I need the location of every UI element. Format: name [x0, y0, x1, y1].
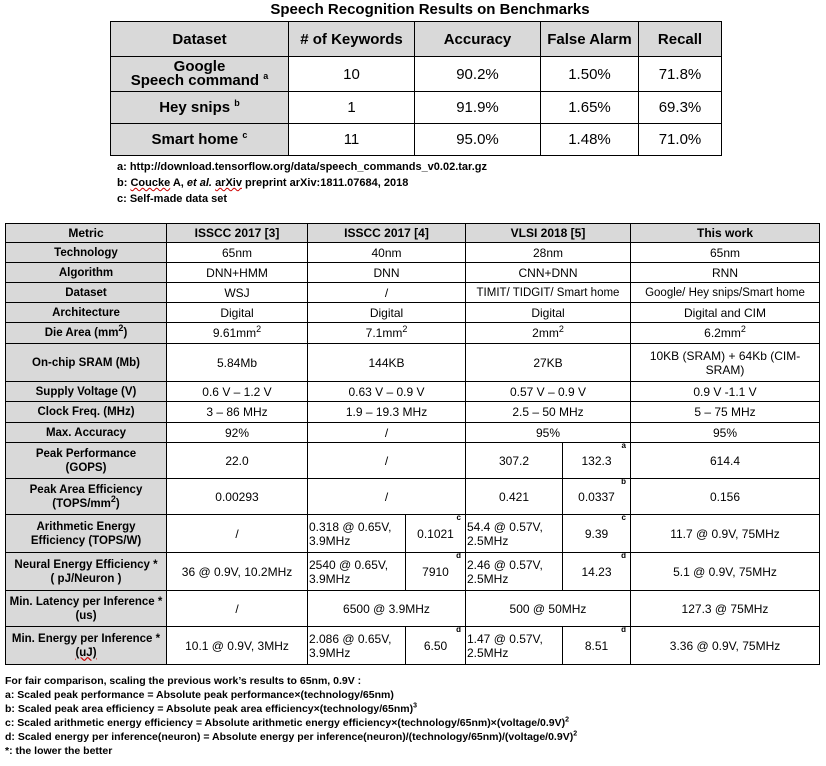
cell: WSJ — [167, 283, 308, 303]
cell: TIMIT/ TIDGIT/ Smart home — [466, 283, 631, 303]
table-row — [6, 402, 820, 423]
footnote-star: *: the lower the better — [5, 745, 113, 757]
cell-scaled: 14.23 d — [563, 553, 631, 591]
table-row — [6, 344, 820, 382]
metric-algorithm: Algorithm — [6, 263, 167, 283]
cell: Digital — [466, 303, 631, 323]
cell: DNN+HMM — [167, 263, 308, 283]
cell: 3.36 @ 0.9V, 75MHz — [631, 627, 820, 665]
cell: 40nm — [308, 243, 466, 263]
cell: 1.47 @ 0.57V, 2.5MHz — [466, 627, 563, 665]
cell-recall: 71.8% — [639, 57, 722, 92]
cell: $2mm^2$ — [466, 323, 631, 344]
metric-area-efficiency: Peak Area Efficiency $(TOPS/mm^2)$ — [6, 479, 167, 515]
cell: $9.61mm^2$ — [167, 323, 308, 344]
metric-dataset: Dataset — [6, 283, 167, 303]
table-row — [6, 443, 820, 479]
cell: / — [308, 443, 466, 479]
metric-sram: On-chip SRAM (Mb) — [6, 344, 167, 382]
metric-energy: Min. Energy per Inference * (uJ) — [6, 627, 167, 665]
table2-header-row — [6, 224, 820, 243]
note-a: a: http://download.tensorflow.org/data/speech_commands_v0.02.tar.gz — [117, 161, 487, 173]
cell: 144KB — [308, 344, 466, 382]
metric-latency: Min. Latency per Inference * (us) — [6, 591, 167, 627]
header-isscc-3: ISSCC 2017 [3] — [167, 224, 308, 243]
table-row — [111, 57, 722, 92]
cell: 36 @ 0.9V, 10.2MHz — [167, 553, 308, 591]
cell: DNN — [308, 263, 466, 283]
cell: 614.4 — [631, 443, 820, 479]
table-row — [6, 263, 820, 283]
table-row — [6, 423, 820, 443]
dataset-google: Google Speech command $^a$ — [111, 57, 289, 92]
header-metric: Metric — [6, 224, 167, 243]
table-row — [6, 382, 820, 402]
metric-technology: Technology — [6, 243, 167, 263]
cell: $7.1mm^2$ — [308, 323, 466, 344]
cell: 2540 @ 0.65V, 3.9MHz — [308, 553, 406, 591]
cell: Digital — [167, 303, 308, 323]
header-this-work: This work — [631, 224, 820, 243]
cell: / — [308, 283, 466, 303]
cell-scaled: 6.50 d — [406, 627, 466, 665]
header-accuracy: Accuracy — [415, 22, 541, 57]
dataset-smart-home: Smart home $^c$ — [111, 124, 289, 156]
cell-scaled: 9.39 c — [563, 515, 631, 553]
table1-title: Speech Recognition Results on Benchmarks — [270, 1, 590, 18]
cell-recall: 69.3% — [639, 92, 722, 124]
footnote-b: b: Scaled peak area efficiency = Absolute peak area efficiency×(technology/65nm)$^3$ — [5, 702, 418, 715]
cell: 127.3 @ 75MHz — [631, 591, 820, 627]
cell: / — [308, 423, 466, 443]
cell: 95% — [631, 423, 820, 443]
header-isscc-4: ISSCC 2017 [4] — [308, 224, 466, 243]
cell: 0.57 V – 0.9 V — [466, 382, 631, 402]
cell: 1.9 – 19.3 MHz — [308, 402, 466, 423]
cell: 0.63 V – 0.9 V — [308, 382, 466, 402]
footnote-d: d: Scaled energy per inference(neuron) = Absolute energy per inference(neuron)/(technology/65nm)/(voltage/0.9V)$^2$ — [5, 730, 578, 743]
cell: 307.2 — [466, 443, 563, 479]
cell: 0.318 @ 0.65V, 3.9MHz — [308, 515, 406, 553]
cell: 6500 @ 3.9MHz — [308, 591, 466, 627]
cell: / — [308, 479, 466, 515]
table1-header-row — [111, 22, 722, 57]
cell: 2.086 @ 0.65V, 3.9MHz — [308, 627, 406, 665]
cell: Google/ Hey snips/Smart home — [631, 283, 820, 303]
cell: 10KB (SRAM) + 64Kb (CIM-SRAM) — [631, 344, 820, 382]
cell-accuracy: 90.2% — [415, 57, 541, 92]
table-row — [6, 243, 820, 263]
cell: Digital and CIM — [631, 303, 820, 323]
header-recall: Recall — [639, 22, 722, 57]
table-row — [111, 92, 722, 124]
cell: 0.9 V -1.1 V — [631, 382, 820, 402]
cell-keywords: 1 — [289, 92, 415, 124]
cell: 22.0 — [167, 443, 308, 479]
cell: $6.2mm^2$ — [631, 323, 820, 344]
cell: 500 @ 50MHz — [466, 591, 631, 627]
cell: Digital — [308, 303, 466, 323]
cell: 10.1 @ 0.9V, 3MHz — [167, 627, 308, 665]
note-c: c: Self-made data set — [117, 193, 228, 205]
header-keywords: # of Keywords — [289, 22, 415, 57]
metric-arithmetic-efficiency: Arithmetic Energy Efficiency (TOPS/W) — [6, 515, 167, 553]
cell-false-alarm: 1.48% — [541, 124, 639, 156]
benchmark-results-table — [110, 21, 722, 156]
cell-scaled: 0.1021 c — [406, 515, 466, 553]
cell-keywords: 10 — [289, 57, 415, 92]
dataset-hey-snips: Hey snips $^b$ — [111, 92, 289, 124]
metric-die-area: Die Area $(mm^2)$ — [6, 323, 167, 344]
table-row — [111, 124, 722, 156]
cell-keywords: 11 — [289, 124, 415, 156]
metric-architecture: Architecture — [6, 303, 167, 323]
table-row — [6, 303, 820, 323]
cell: 11.7 @ 0.9V, 75MHz — [631, 515, 820, 553]
cell: 65nm — [167, 243, 308, 263]
cell-scaled: 8.51 d — [563, 627, 631, 665]
cell: 27KB — [466, 344, 631, 382]
table-row — [6, 479, 820, 515]
header-vlsi-5: VLSI 2018 [5] — [466, 224, 631, 243]
cell-accuracy: 91.9% — [415, 92, 541, 124]
cell: 0.156 — [631, 479, 820, 515]
cell: RNN — [631, 263, 820, 283]
footnote-intro: For fair comparison, scaling the previous work’s results to 65nm, 0.9V : — [5, 675, 362, 687]
cell-scaled: 7910 d — [406, 553, 466, 591]
cell: 2.5 – 50 MHz — [466, 402, 631, 423]
cell: 54.4 @ 0.57V, 2.5MHz — [466, 515, 563, 553]
cell: 0.00293 — [167, 479, 308, 515]
cell: CNN+DNN — [466, 263, 631, 283]
footnote-a: a: Scaled peak performance = Absolute peak performance×(technology/65nm) — [5, 689, 394, 701]
cell: 65nm — [631, 243, 820, 263]
note-b: b: Coucke A, et al. arXiv preprint arXiv:1811.07684, 2018 — [117, 177, 409, 189]
cell: 0.6 V – 1.2 V — [167, 382, 308, 402]
cell: / — [167, 515, 308, 553]
cell: 5.84Mb — [167, 344, 308, 382]
table-row — [6, 283, 820, 303]
cell-recall: 71.0% — [639, 124, 722, 156]
table-row — [6, 323, 820, 344]
metric-peak-performance: Peak Performance (GOPS) — [6, 443, 167, 479]
cell-scaled: 0.0337 b — [563, 479, 631, 515]
cell: 5 – 75 MHz — [631, 402, 820, 423]
table-row — [6, 591, 820, 627]
cell: 2.46 @ 0.57V, 2.5MHz — [466, 553, 563, 591]
cell: 5.1 @ 0.9V, 75MHz — [631, 553, 820, 591]
footnote-c: c: Scaled arithmetic energy efficiency = Absolute arithmetic energy efficiency×(technology/65nm)×(voltage/0.9V)$^2$ — [5, 716, 569, 729]
metric-neural-efficiency: Neural Energy Efficiency * ( pJ/Neuron ) — [6, 553, 167, 591]
metric-supply: Supply Voltage (V) — [6, 382, 167, 402]
cell-accuracy: 95.0% — [415, 124, 541, 156]
cell: / — [167, 591, 308, 627]
cell-false-alarm: 1.50% — [541, 57, 639, 92]
cell: 92% — [167, 423, 308, 443]
header-dataset: Dataset — [111, 22, 289, 57]
cell: 0.421 — [466, 479, 563, 515]
cell-scaled: 132.3 a — [563, 443, 631, 479]
metric-accuracy: Max. Accuracy — [6, 423, 167, 443]
cell: 95% — [466, 423, 631, 443]
cell: 28nm — [466, 243, 631, 263]
table-row — [6, 627, 820, 665]
header-false-alarm: False Alarm — [541, 22, 639, 57]
table-row — [6, 553, 820, 591]
comparison-table — [5, 223, 820, 665]
metric-clock: Clock Freq. (MHz) — [6, 402, 167, 423]
cell: 3 – 86 MHz — [167, 402, 308, 423]
table-row — [6, 515, 820, 553]
cell-false-alarm: 1.65% — [541, 92, 639, 124]
